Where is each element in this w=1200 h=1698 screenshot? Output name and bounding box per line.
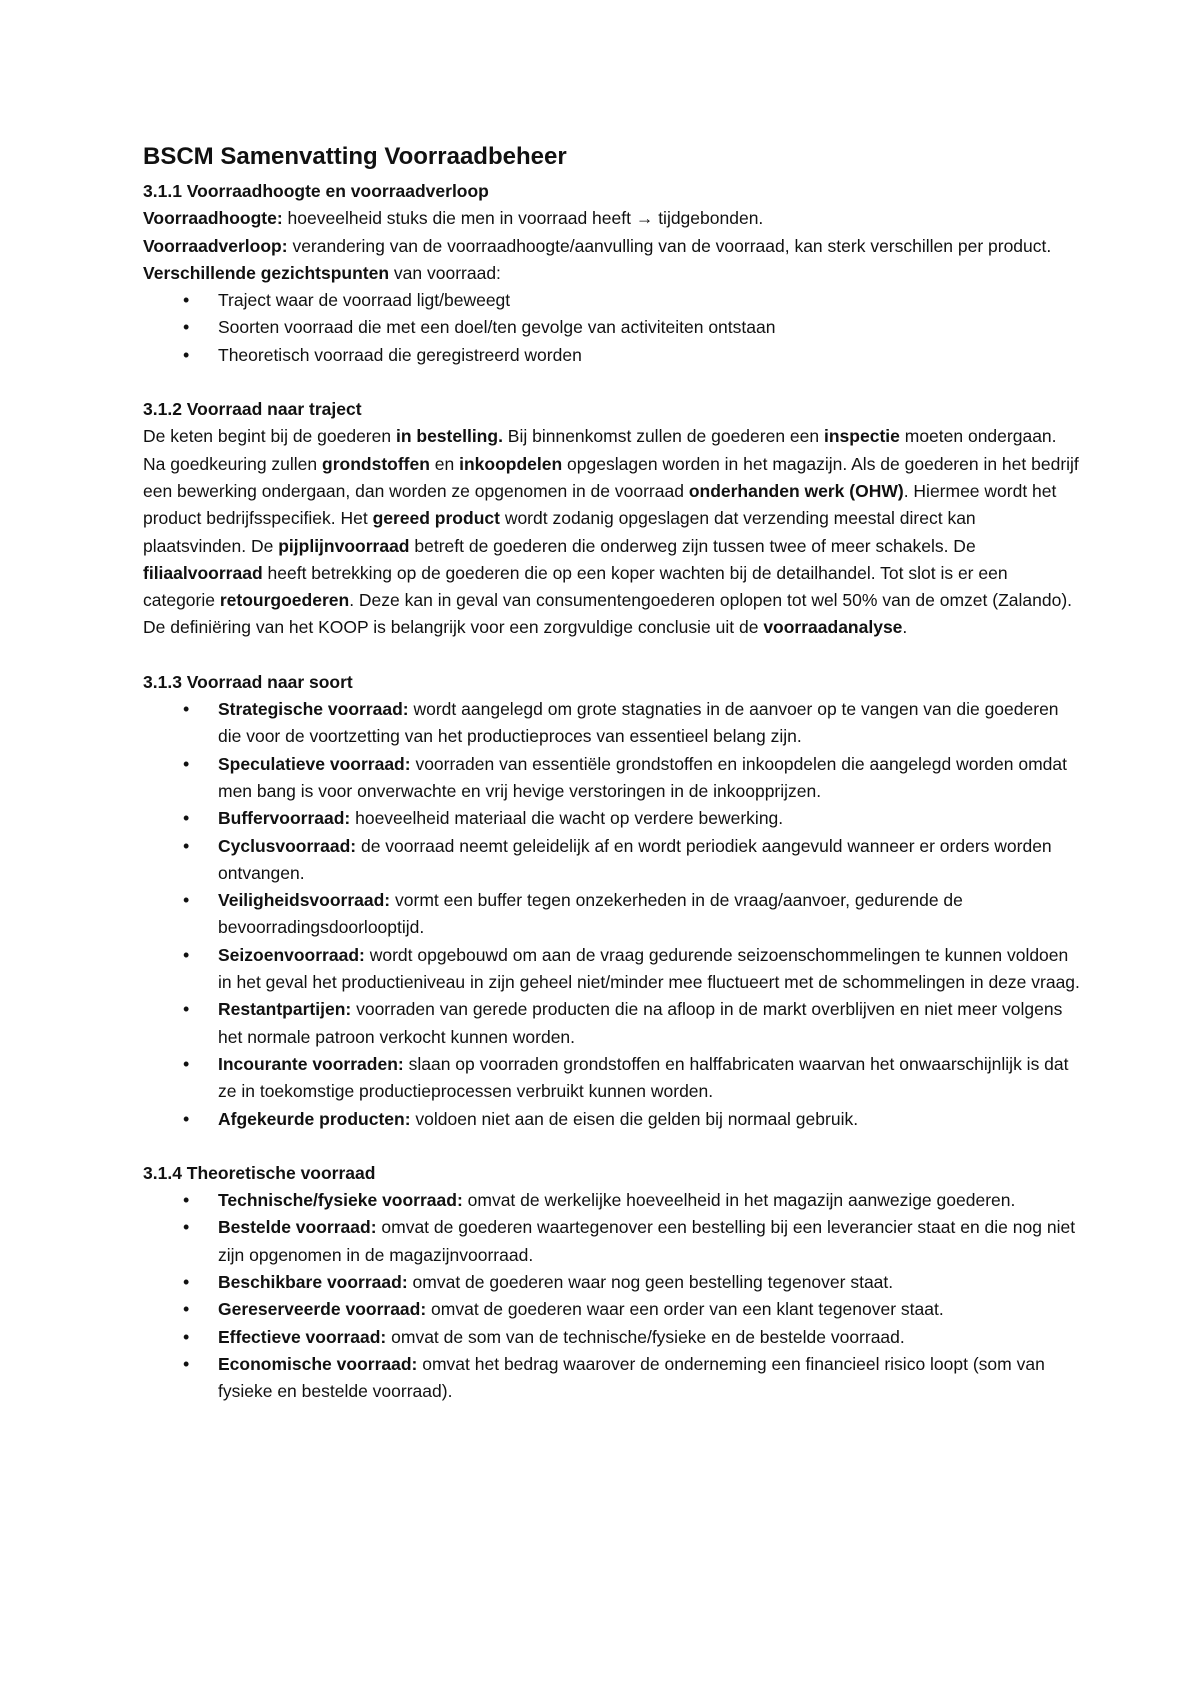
list-item: • Afgekeurde producten: voldoen niet aan de eisen die gelden bij normaal gebruik.	[143, 1106, 1083, 1133]
list-item: • Effectieve voorraad: omvat de som van de technische/fysieke en de bestelde voorraad.	[143, 1324, 1083, 1351]
list-item: • Restantpartijen: voorraden van gerede producten die na afloop in de markt overblijven en niet meer volgens het normale patroon verkocht kunnen worden.	[143, 996, 1083, 1051]
list-item: • Seizoenvoorraad: wordt opgebouwd om aan de vraag gedurende seizoenschommelingen te kunnen voldoen in het geval het productieniveau in zijn geheel niet/minder mee fluctueert met de schommelingen in deze vraag.	[143, 942, 1083, 997]
bullet-list	[143, 696, 1083, 1133]
list-item: • Soorten voorraad die met een doel/ten gevolge van activiteiten ontstaan	[143, 314, 1083, 341]
section-voorraad-naar-soort	[143, 669, 1083, 1133]
list-item: • Theoretisch voorraad die geregistreerd worden	[143, 342, 1083, 369]
list-item: • Cyclusvoorraad: de voorraad neemt geleidelijk af en wordt periodiek aangevuld wanneer er orders worden ontvangen.	[143, 833, 1083, 888]
arrow-right-icon: →	[635, 208, 654, 229]
list-item: • Technische/fysieke voorraad: omvat de werkelijke hoeveelheid in het magazijn aanwezige goederen.	[143, 1187, 1083, 1214]
bullet-list	[143, 287, 1083, 369]
definition-voorraadverloop: Voorraadverloop: verandering van de voorraadhoogte/aanvulling van de voorraad, kan sterk verschillen per product.	[143, 235, 1052, 256]
bullet-list	[143, 1187, 1083, 1405]
section-voorraad-naar-traject	[143, 396, 1083, 642]
list-item: • Veiligheidsvoorraad: vormt een buffer tegen onzekerheden in de vraag/aanvoer, gedurende de bevoorradingsdoorlooptijd.	[143, 887, 1083, 942]
list-item: • Traject waar de voorraad ligt/beweegt	[143, 287, 1083, 314]
document-page	[143, 140, 1083, 1405]
list-item: • Bestelde voorraad: omvat de goederen waartegenover een bestelling bij een leverancier staat en die nog niet zijn opgenomen in de magazijnvoorraad.	[143, 1214, 1083, 1269]
document-title: BSCM Samenvatting Voorraadbeheer	[143, 143, 567, 170]
definition-voorraadhoogte: Voorraadhoogte: hoeveelheid stuks die men in voorraad heeft → tijdgebonden.	[143, 208, 764, 229]
section-heading: 3.1.3 Voorraad naar soort	[143, 671, 353, 692]
list-item: • Speculatieve voorraad: voorraden van essentiële grondstoffen en inkoopdelen die aangelegd worden omdat men bang is voor onverwachte en vrij hevige verstoringen in de inkoopprijzen.	[143, 751, 1083, 806]
list-item: • Buffervoorraad: hoeveelheid materiaal die wacht op verdere bewerking.	[143, 805, 1083, 832]
section-theoretische-voorraad	[143, 1160, 1083, 1406]
list-item: • Strategische voorraad: wordt aangelegd om grote stagnaties in de aanvoer op te vangen van die goederen die voor de voortzetting van het productieproces van essentieel belang zijn.	[143, 696, 1083, 751]
list-item: • Gereserveerde voorraad: omvat de goederen waar een order van een klant tegenover staat.	[143, 1296, 1083, 1323]
list-item: • Incourante voorraden: slaan op voorraden grondstoffen en halffabricaten waarvan het onwaarschijnlijk is dat ze in toekomstige productieprocessen verbruikt kunnen worden.	[143, 1051, 1083, 1106]
paragraph-traject: De keten begint bij de goederen in bestelling. Bij binnenkomst zullen de goederen een inspectie moeten ondergaan. Na goedkeuring zullen grondstoffen en inkoopdelen opgeslagen worden in het magazijn. Als de goederen in het bedrijf een bewerking ondergaan, dan worden ze opgenomen in de voorraad onderhanden werk (OHW). Hiermee wordt het product bedrijfsspecifiek. Het gereed product wordt zodanig opgeslagen dat verzending meestal direct kan plaatsvinden. De pijplijnvoorraad betreft de goederen die onderweg zijn tussen twee of meer schakels. De filiaalvoorraad heeft betrekking op de goederen die op een koper wachten bij de detailhandel. Tot slot is er een categorie retourgoederen. Deze kan in geval van consumentengoederen oplopen tot wel 50% van de omzet (Zalando). De definiëring van het KOOP is belangrijk voor een zorgvuldige conclusie uit de voorraadanalyse.	[143, 426, 1079, 638]
list-item: • Beschikbare voorraad: omvat de goederen waar nog geen bestelling tegenover staat.	[143, 1269, 1083, 1296]
section-heading: 3.1.1 Voorraadhoogte en voorraadverloop	[143, 181, 489, 201]
section-heading: 3.1.4 Theoretische voorraad	[143, 1162, 376, 1183]
section-voorraadhoogte	[143, 178, 1083, 369]
section-heading: 3.1.2 Voorraad naar traject	[143, 399, 362, 420]
list-item: • Economische voorraad: omvat het bedrag waarover de onderneming een financieel risico loopt (som van fysieke en bestelde voorraad).	[143, 1351, 1083, 1406]
definition-gezichtspunten: Verschillende gezichtspunten van voorraad:	[143, 262, 501, 283]
